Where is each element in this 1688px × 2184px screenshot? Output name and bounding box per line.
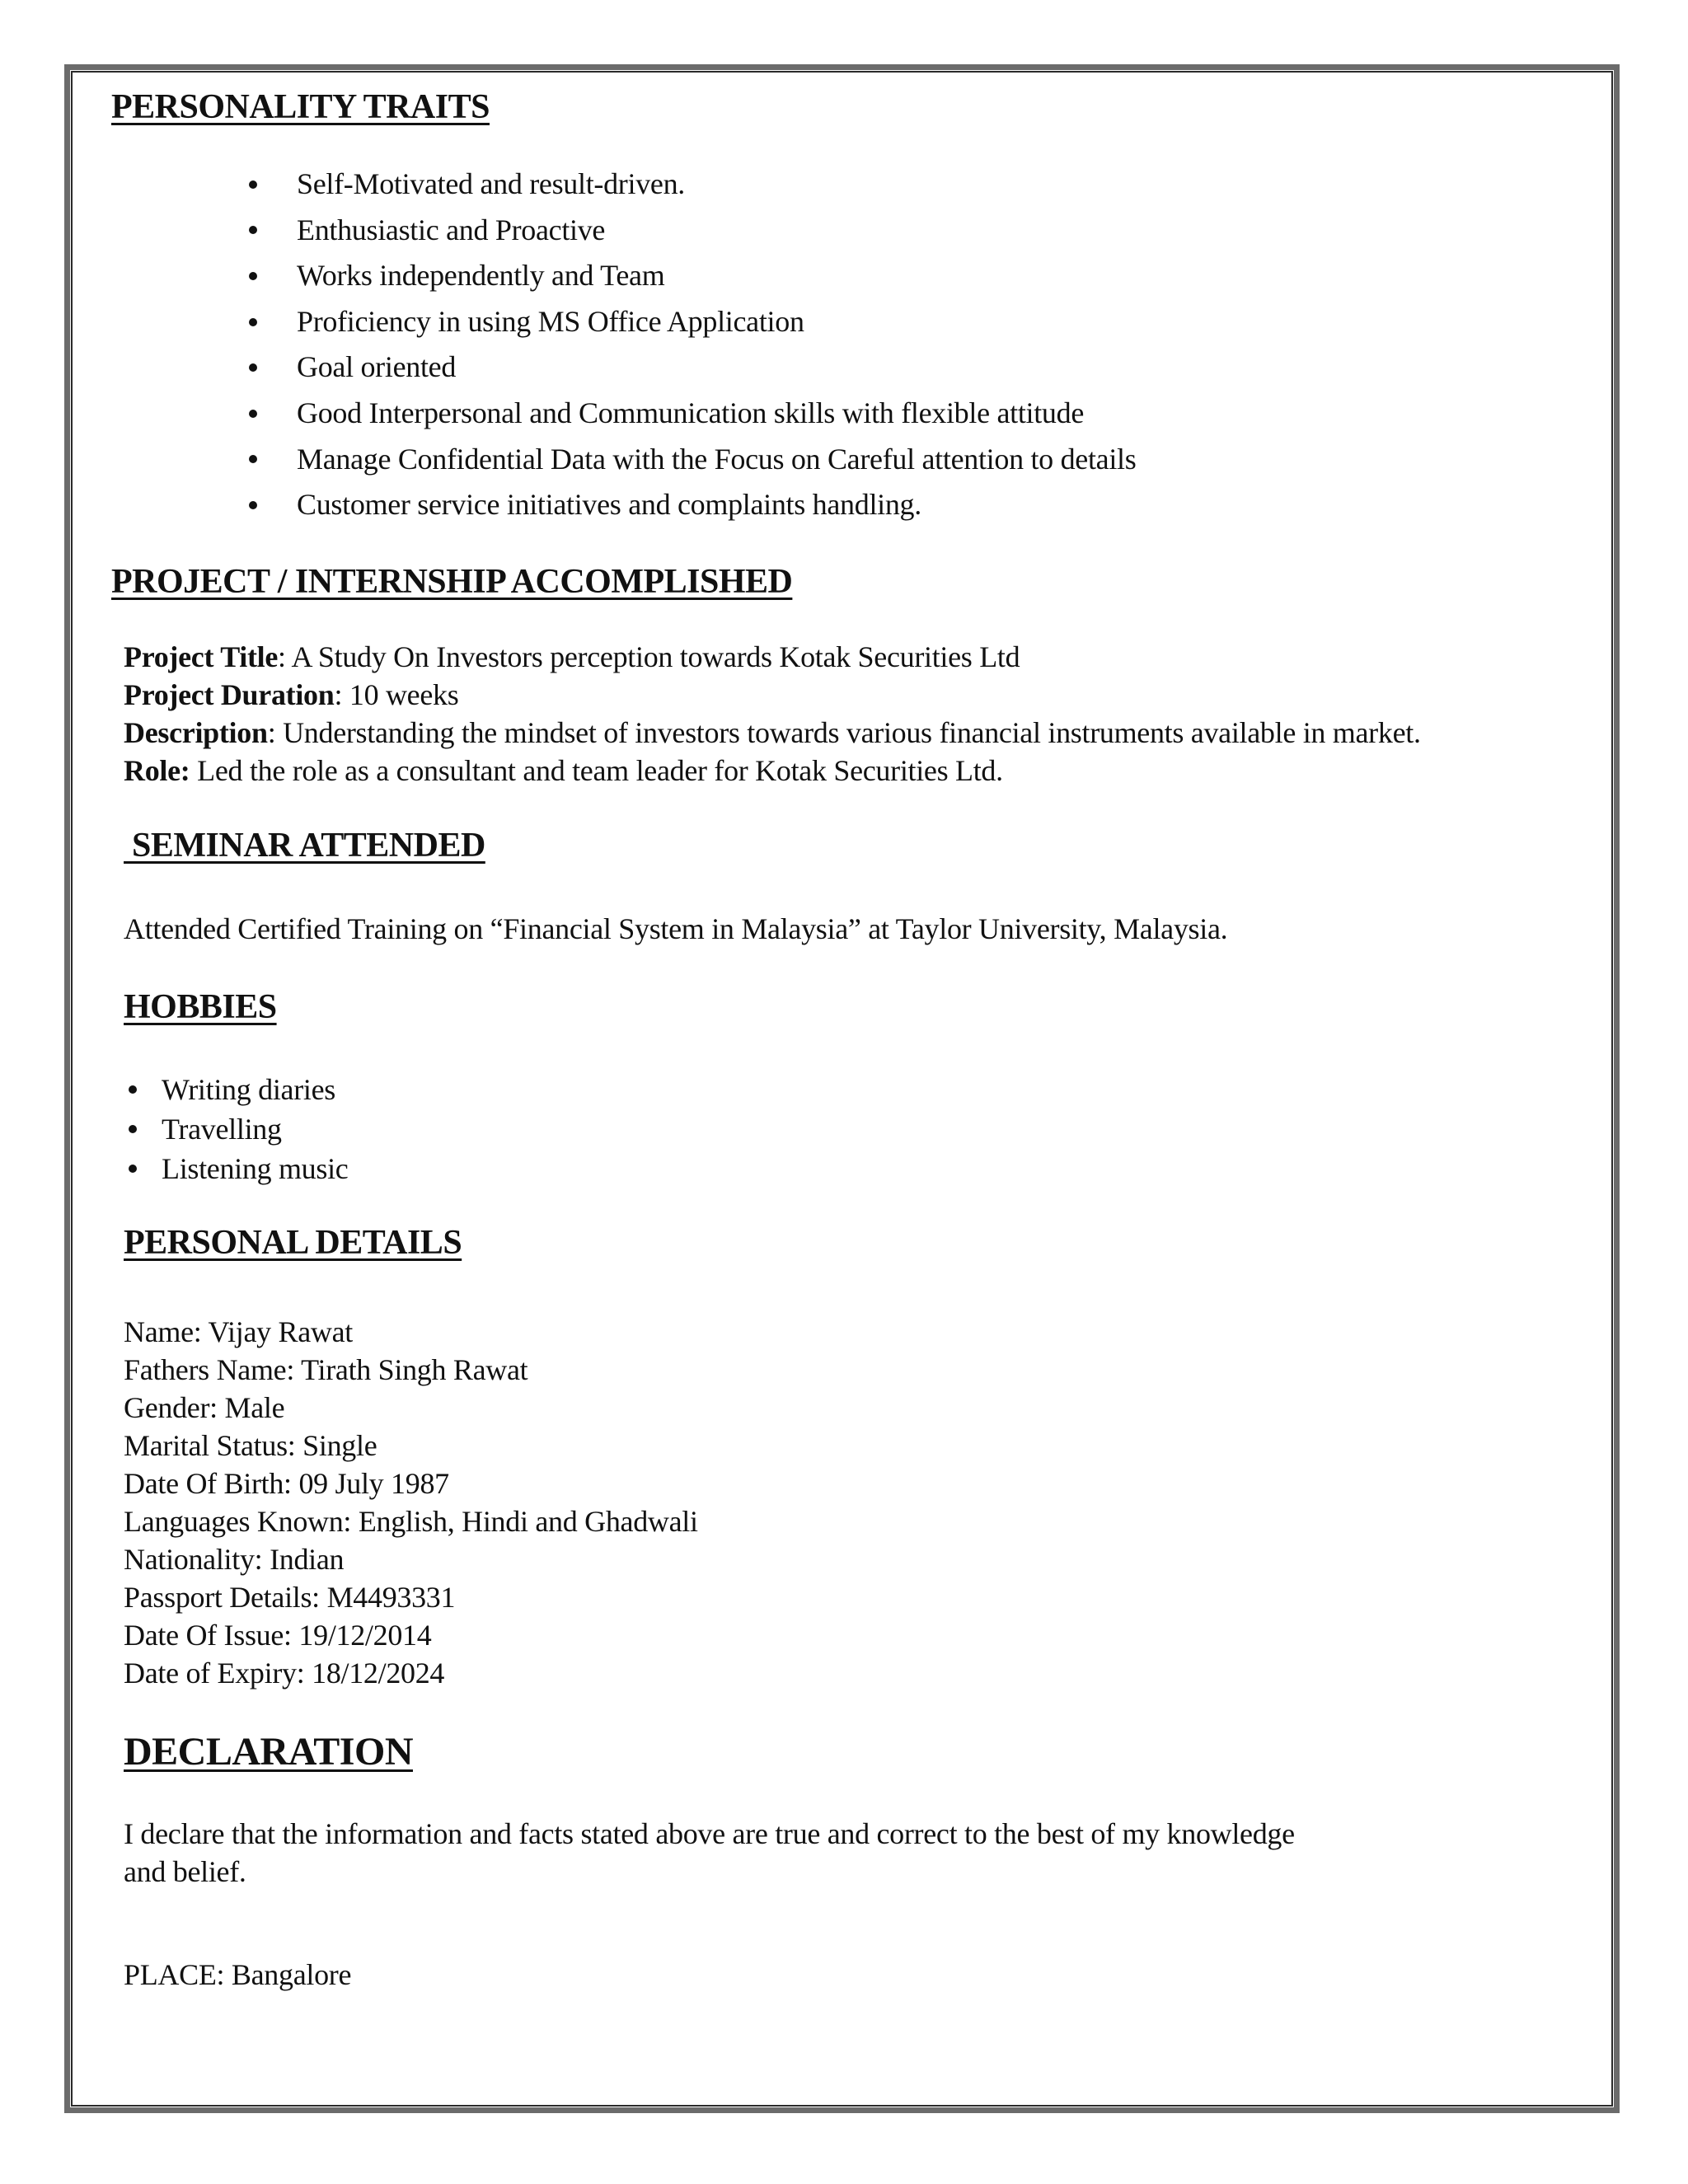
personality-traits-heading: PERSONALITY TRAITS: [111, 88, 490, 126]
list-item: Self-Motivated and result-driven.: [297, 162, 1136, 208]
seminar-heading: SEMINAR ATTENDED: [124, 827, 485, 865]
bullet-icon: [129, 1085, 137, 1094]
seminar-text: Attended Certified Training on “Financial System in Malaysia” at Taylor University, Malaysia.: [124, 912, 1228, 945]
list-item: Works independently and Team: [297, 253, 1136, 299]
project-title-label: Project Title: [124, 640, 279, 673]
list-item: Manage Confidential Data with the Focus on Careful attention to details: [297, 437, 1136, 483]
personal-details-list: [124, 1313, 698, 1692]
project-role-line: [124, 752, 1003, 790]
list-item: Good Interpersonal and Communication skills with flexible attitude: [297, 391, 1136, 437]
declaration-heading: DECLARATION: [124, 1730, 413, 1774]
project-role-value: Led the role as a consultant and team leader for Kotak Securities Ltd.: [190, 754, 1003, 787]
bullet-icon: [129, 1165, 137, 1173]
list-item: Goal oriented: [297, 344, 1136, 391]
bullet-icon: [249, 501, 257, 509]
declaration-line-1: I declare that the information and facts stated above are true and correct to the best of my knowledge: [124, 1817, 1295, 1850]
project-title-value: : A Study On Investors perception towards Kotak Securities Ltd: [278, 640, 1020, 673]
list-item: Date Of Issue: 19/12/2014: [124, 1619, 432, 1652]
list-item: Gender: Male: [124, 1391, 285, 1424]
declaration-place: PLACE: Bangalore: [124, 1958, 352, 1991]
list-item: Fathers Name: Tirath Singh Rawat: [124, 1353, 528, 1386]
personality-traits-list: [297, 162, 1136, 528]
bullet-icon: [249, 455, 257, 463]
project-duration-line: [124, 676, 458, 714]
project-title-line: [124, 638, 1020, 676]
list-item: Writing diaries: [162, 1070, 348, 1109]
declaration-line-2: and belief.: [124, 1855, 246, 1888]
list-item: Languages Known: English, Hindi and Ghadwali: [124, 1505, 698, 1538]
list-item: Passport Details: M4493331: [124, 1581, 456, 1614]
bullet-icon: [249, 363, 257, 372]
hobbies-list: [162, 1070, 348, 1188]
bullet-icon: [249, 410, 257, 418]
hobbies-heading: HOBBIES: [124, 988, 277, 1026]
list-item: Travelling: [162, 1109, 348, 1149]
project-description-line: [124, 714, 1421, 752]
project-duration-value: : 10 weeks: [334, 678, 459, 711]
list-item: Customer service initiatives and complaints handling.: [297, 482, 1136, 528]
list-item: Name: Vijay Rawat: [124, 1315, 353, 1348]
bullet-icon: [249, 226, 257, 234]
project-heading: PROJECT / INTERNSHIP ACCOMPLISHED: [111, 563, 793, 601]
project-description-value: : Understanding the mindset of investors towards various financial instruments available in market.: [267, 716, 1421, 749]
list-item: Enthusiastic and Proactive: [297, 208, 1136, 254]
list-item: Date of Expiry: 18/12/2024: [124, 1657, 445, 1690]
list-item: Nationality: Indian: [124, 1543, 345, 1576]
project-role-label: Role:: [124, 754, 190, 787]
bullet-icon: [249, 180, 257, 189]
list-item: Date Of Birth: 09 July 1987: [124, 1467, 449, 1500]
list-item: Listening music: [162, 1149, 348, 1188]
project-description-label: Description: [124, 716, 268, 749]
bullet-icon: [249, 318, 257, 326]
bullet-icon: [249, 272, 257, 280]
personal-details-heading: PERSONAL DETAILS: [124, 1224, 462, 1262]
list-item: Marital Status: Single: [124, 1429, 377, 1462]
bullet-icon: [129, 1125, 137, 1133]
project-duration-label: Project Duration: [124, 678, 335, 711]
list-item: Proficiency in using MS Office Application: [297, 299, 1136, 345]
